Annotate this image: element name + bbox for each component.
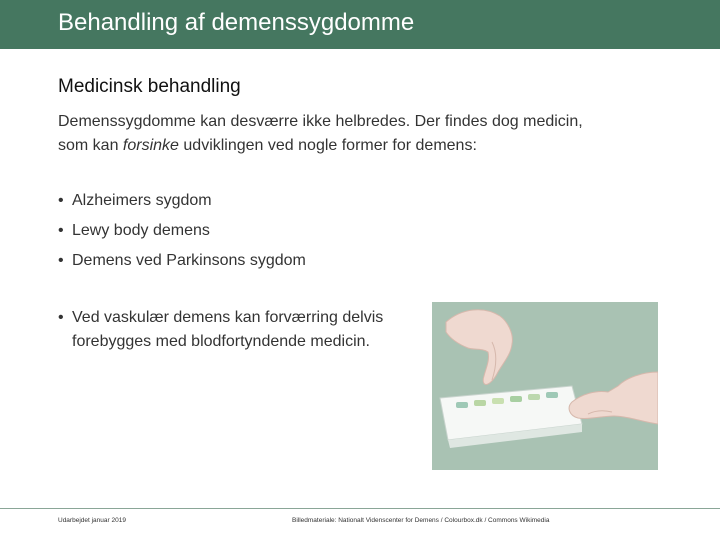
disease-list [58,186,418,276]
intro-line-1: Demenssygdomme kan desværre ikke helbredes. Der findes dog medicin, [58,113,583,130]
hands-pillbox-illustration [432,302,658,470]
pill-organizer-photo [432,302,658,470]
vascular-note [58,306,418,354]
footer-date: Udarbejdet januar 2019 [58,517,126,524]
footer-credits: Billedmateriale: Nationalt Videnscenter for Demens / Colourbox.dk / Commons Wikimedia [292,517,550,524]
intro-line-2 [58,134,678,158]
list-item: • Lewy body demens [58,216,418,246]
list-item: • Ved vaskulær demens kan forværring delvis forebygges med blodfortyndende medicin. [58,306,418,354]
intro-line-2-suffix: udviklingen ved nogle former for demens: [178,137,477,154]
intro-paragraph [58,110,678,158]
intro-line-2-prefix: som kan [58,137,123,154]
footer-divider [0,508,720,509]
emphasis-word: forsinke [122,137,179,154]
slide-title: Behandling af demenssygdomme [58,9,415,36]
list-item: • Demens ved Parkinsons sygdom [58,246,418,276]
list-item: • Alzheimers sygdom [58,186,418,216]
title-bar [0,0,720,49]
section-heading: Medicinsk behandling [58,76,241,97]
